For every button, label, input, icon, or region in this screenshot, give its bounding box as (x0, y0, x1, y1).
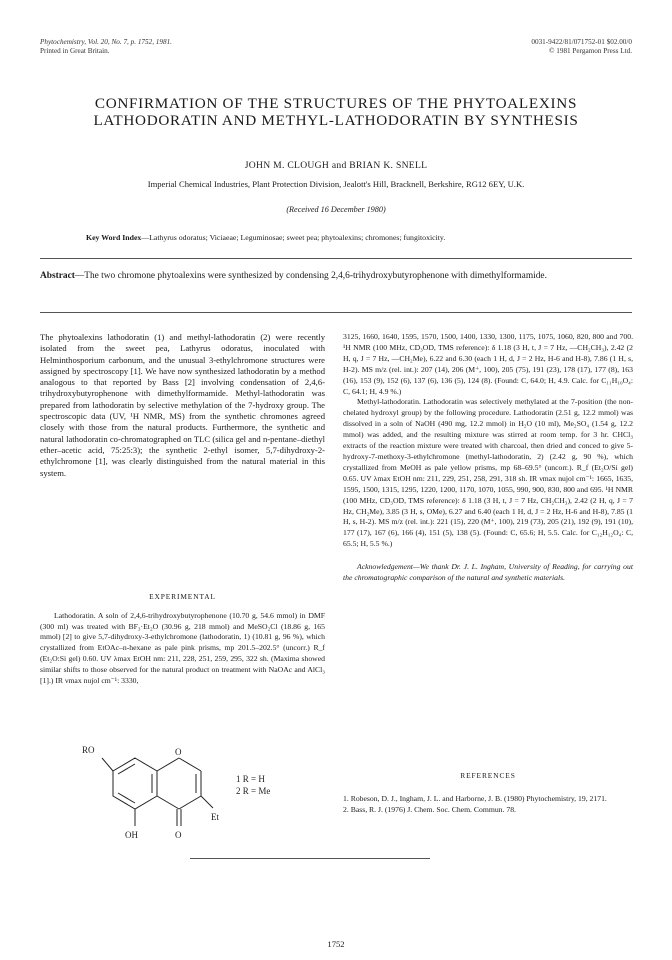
title-line-2: LATHODORATIN AND METHYL-LATHODORATIN BY SYNTHESIS (93, 112, 579, 129)
title-line-1: CONFIRMATION OF THE STRUCTURES OF THE PHYTOALEXINS (94, 95, 578, 112)
journal-citation: Phytochemistry, Vol. 20, No. 7, p. 1752, 1981. (40, 38, 172, 46)
keyword-text: —Lathyrus odoratus; Viciaeae; Leguminosae; sweet pea; phytoalexins; chromones; fungitoxicity. (141, 233, 446, 242)
experimental-lathodoratin: Lathodoratin. A soln of 2,4,6-trihydroxybutyrophenone (10.70 g, 54.6 mmol) in DMF (300 ml) was treated with BF₃·Et₂O (30.96 g, 218 mmol) and MeSO₂Cl (18.86 g, 165 mmol) [2] to give 5,7-dihydroxy-3-ethylchromone (lathodoratin, 1) (10.81 g, 96 %), which crystallized from EtOAc–n-hexane as pale pink prisms, mp 201.5–202.5° (uncorr.) R_f (Et₂O:Si gel) 0.60. UV λmax EtOH nm: 211, 228, 251, 259, 295, 322 sh. (Maxima showed similar shifts to those observed for the natural product on treatment with NaOAc and AlCl₃ [1].) IR νmax nujol cm⁻¹: 3330, (40, 610, 325, 686)
page-number: 1752 (327, 939, 345, 949)
references-heading: REFERENCES (460, 771, 516, 780)
ro-label: RO (82, 745, 95, 755)
references-section (343, 771, 633, 816)
right-column (343, 332, 633, 584)
authors: JOHN M. CLOUGH and BRIAN K. SNELL (244, 160, 428, 171)
experimental-section (40, 584, 325, 695)
printed-in: Printed in Great Britain. (40, 47, 110, 55)
keyword-label: Key Word Index (86, 233, 142, 242)
keyword-index (86, 233, 646, 242)
affiliation: Imperial Chemical Industries, Plant Protection Division, Jealott's Hill, Bracknell, Berkshire, RG12 6EY, U.K. (147, 179, 525, 189)
issn-code: 0031-9422/81/071752-01 $02.00/0 (531, 38, 632, 46)
lathodoratin-data: 3125, 1660, 1640, 1595, 1570, 1500, 1400, 1330, 1300, 1175, 1075, 1060, 820, 800 and 700. ¹H NMR (100 MHz, CD₃OD, TMS reference): δ 1.18 (3 H, t, J = 7 Hz, —CH₂CH₃), 2.42 (2 H, q, J = 7 Hz, —CH₂Me), 6.22 and 6.30 (each 1 H, d, J = 2 Hz, H-6 and H-8), 7.86 (1 H, s, H-2). MS m/z (rel. int.): 207 (14), 206 (M⁺, 100), 205 (75), 191 (23), 178 (17), 177 (8), 163 (16), 153 (9), 152 (6), 137 (6), 136 (5), 124 (8). (Found: C, 64.0; H, 4.9. Calc. for C₁₁H₁₀O₄: C, 64.1; H, 4.9 %.) (343, 332, 633, 396)
compound-2-legend: 2 R = Me (236, 786, 271, 796)
experimental-heading: EXPERIMENTAL (149, 592, 216, 601)
acknowledgement: Acknowledgement—We thank Dr. J. L. Ingham, University of Reading, for carrying out the chromatographic comparison of the natural and synthetic materials. (343, 562, 633, 583)
reference-2: 2. Bass, R. J. (1976) J. Chem. Soc. Chem. Commun. 78. (343, 804, 516, 814)
chromone-structure (80, 738, 271, 850)
oh-label: OH (125, 830, 138, 840)
intro-paragraph: The phytoalexins lathodoratin (1) and methyl-lathodoratin (2) were recently isolated from the sweet pea, Lathyrus odoratus, inoculated with Helminthosporium carbonum, and the unusual 3-ethylchromone structures were assigned by spectroscopy [1]. We have now synthesized lathodoratin by a method analogous to that reported by Bass [2] involving condensation of 2,4,6-trihydroxybutyrophenone with dimethylformamide. Methyl-lathodoratin was prepared from lathodoratin by selective methylation of the 7-hydroxy group. The spectroscopic data (UV, ¹H NMR, MS) from the synthetic chromones agreed closely with those from the natural products. Furthermore, the synthetic and natural lathodoratin co-chromatographed on TLC (silica gel and n-pentane–diethyl ether–acetic acid, 75:25:3); the synthetic 2-ethyl isomer, 5,7-dihydroxy-2-ethylchromone [1], was clearly distinguished from the natural material in this system. (40, 332, 325, 478)
received-date: (Received 16 December 1980) (286, 205, 386, 214)
article-title (40, 95, 632, 129)
compound-1-legend: 1 R = H (236, 774, 265, 784)
journal-header-right (531, 38, 632, 56)
keto-oxygen-label: O (175, 830, 182, 840)
rule-end (190, 858, 430, 859)
rule-top (40, 258, 632, 259)
abstract (40, 270, 632, 283)
abstract-text: —The two chromone phytoalexins were synthesized by condensing 2,4,6-trihydroxybutyrophenone with dimethylformamide. (74, 271, 547, 281)
ethyl-label: Et (211, 812, 219, 822)
rule-abstract (40, 312, 632, 313)
ring-oxygen-label: O (175, 747, 182, 757)
reference-1: 1. Robeson, D. J., Ingham, J. L. and Harborne, J. B. (1980) Phytochemistry, 19, 2171. (343, 793, 607, 803)
benzene-ring (113, 758, 157, 809)
abstract-label: Abstract (40, 271, 75, 281)
copyright: © 1981 Pergamon Press Ltd. (549, 47, 632, 55)
journal-header-left (40, 38, 172, 56)
methyl-lathodoratin-paragraph: Methyl-lathodoratin. Lathodoratin was selectively methylated at the 7-position (the non-chelated hydroxyl group) by the following procedure. Lathodoratin (2.51 g, 12.2 mmol) was dissolved in a soln of NaOH (490 mg, 12.2 mmol) in H₂O (10 ml), Me₂SO₄ (1.54 g, 12.2 mmol) was added, and the resulting mixture was stirred at room temp. for 3 hr. CHCl₃ extracts of the reaction mixture were treated with charcoal, then dried and conced to give 5-hydroxy-7-methoxy-3-ethylchromone (methyl-lathodoratin, 2) (2.42 g, 90 %), which crystallized from MeOH as pale yellow prisms, mp 68–69.5° (uncorr.). R_f (Et₂O/Si gel) 0.65. UV λmax EtOH nm: 211, 229, 251, 258, 291, 318 sh. IR νmax nujol cm⁻¹: 1665, 1635, 1595, 1500, 1315, 1295, 1220, 1200, 1170, 1070, 1055, 990, 900, 830, 800 and 695. ¹H NMR (100 MHz, CD₃OD, TMS reference): δ 1.18 (3 H, t, J = 7 Hz, CH₂CH₃), 2.42 (2 H, q, J = 7 Hz, CH₂Me), 3.85 (3 H, s, OMe), 6.27 and 6.40 (each 1 H, d, J = 2 Hz, H-6 and H-8), 7.85 (1 H, s, H-2). MS m/z (rel. int.): 221 (15), 220 (M⁺, 100), 219 (73), 205 (21), 192 (9), 191 (10), 177 (17), 167 (6), 166 (4), 151 (5), 138 (5). (Found: C, 65.6; H, 5.5. Calc. for C₁₂H₁₂O₄: C, 65.5; H, 5.5 %.) (343, 397, 633, 549)
